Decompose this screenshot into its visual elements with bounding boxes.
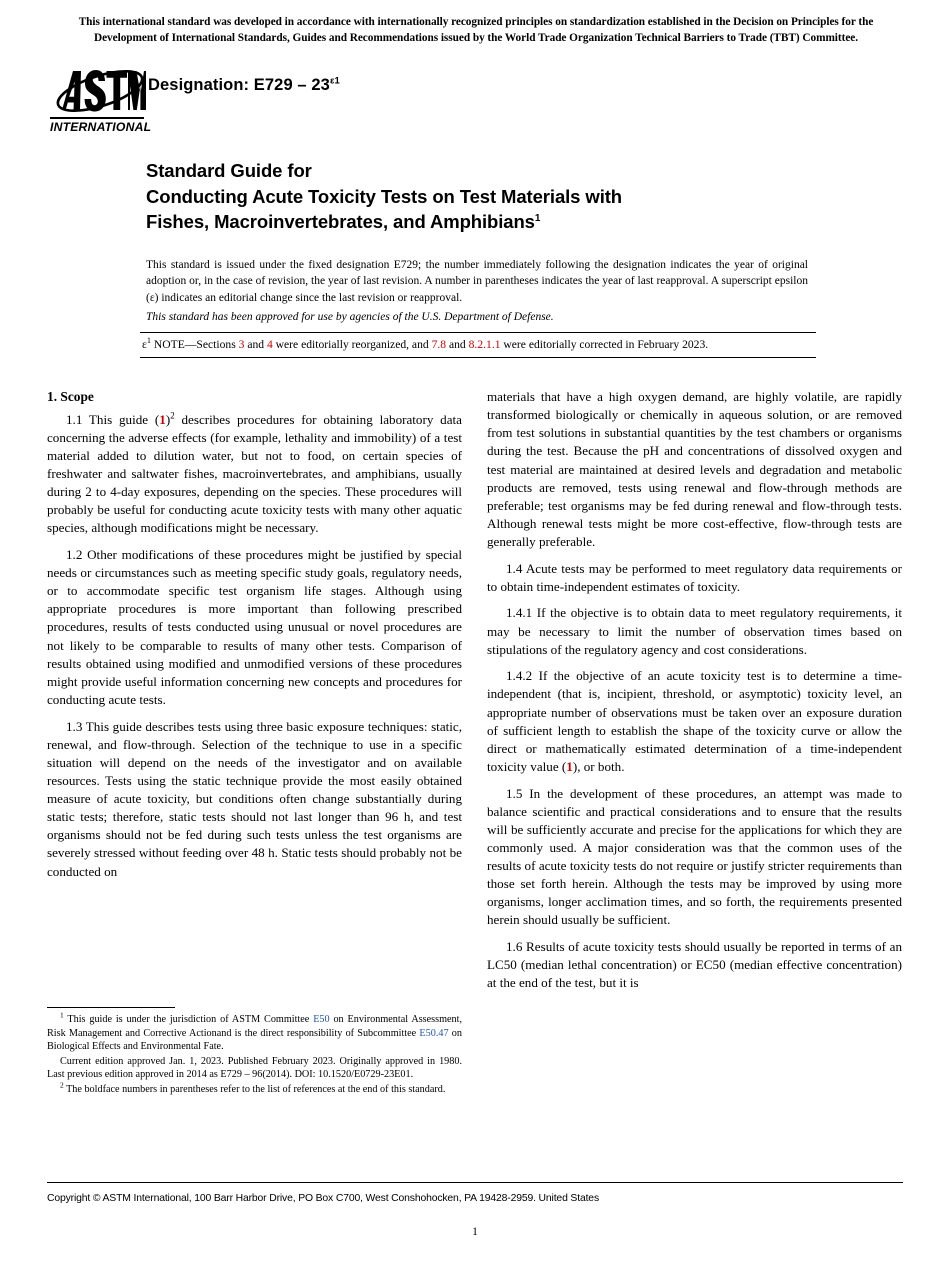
tbt-header-line2: Development of International Standards, Guides and Recommendations issued by the World Trade Organization Technical Barriers to Trade (TBT) Committee.	[93, 32, 859, 45]
epsilon-note-tail: were editorially corrected in February 2023.	[500, 338, 709, 351]
para-1-4-2-part-b: ), or both.	[572, 758, 625, 774]
para-1-4-2-part-a: 1.4.2 If the objective of an acute toxicity test is to determine a time-independent (that is, incipient, threshold, or asymptotic) toxicity level, an appropriate number of observations must be taken over an exposure duration of sufficient length to establish the shape of the toxicity curve or allow the direct or mathematically estimated determination of a time-independent toxicity value (	[487, 668, 902, 774]
footnote-1-marker: 1	[60, 1010, 64, 1020]
title-line-1: Standard Guide for	[146, 160, 312, 181]
epsilon-marker: ε	[142, 338, 147, 351]
astm-logo-mark	[50, 63, 146, 119]
footnote-1-part-c: on Biological Effects and Environmental Fate.	[47, 1027, 462, 1053]
footnote-edition-info: Current edition approved Jan. 1, 2023. Published February 2023. Originally approved in 1980. Last previous edition approved in 2014 as E729 – 96(2014). DOI: 10.1520/E0729-23E01.	[47, 1055, 462, 1081]
epsilon-marker-sup: 1	[146, 336, 152, 346]
footnote-2-marker: 2	[60, 1080, 64, 1090]
paragraph-1-5: 1.5 In the development of these procedures, an attempt was made to balance scientific and practical considerations and to ensure that the results will be sufficiently accurate and precise for the applications for which they are commonly used. A major consideration was that the common uses of the results of acute toxicity tests do not require or justify stricter requirements than those set forth herein. Although the tests may be improved by using more organisms, longer acclimation times, and so forth, the requirements presented herein should usually be sufficient.	[487, 785, 902, 928]
footnote-divider	[47, 1007, 175, 1008]
link-subcommittee-e50-47[interactable]: E50.47	[419, 1027, 449, 1039]
paragraph-1-3-continued: materials that have a high oxygen demand, are highly volatile, are rapidly transformed biologically or chemically in aqueous solution, or are removed from test solutions in substantial quantities by the test chambers or organisms during the test. Because the pH and concentrations of dissolved oxygen and test material are maintained at desired levels and degradation and metabolic products are removed, tests using renewal and flow-through methods are preferable; test organisms may be fed during renewal and flow-through tests. Although renewal tests might be more cost-effective, flow-through tests are generally preferable.	[487, 389, 902, 549]
title-line-3-text: Fishes, Macroinvertebrates, and Amphibians	[146, 211, 535, 233]
footnote-marker-2: 2	[170, 410, 175, 421]
epsilon-note-mid2: were editorially reorganized, and	[272, 338, 432, 351]
epsilon-note-mid3: and	[446, 338, 469, 351]
astm-logo	[50, 63, 152, 134]
section-heading-scope: 1. Scope	[47, 389, 94, 404]
footnotes	[47, 1010, 463, 1096]
xref-section-8-2-1-1[interactable]: 8.2.1.1	[468, 338, 501, 351]
paragraph-1-4-1: 1.4.1 If the objective is to obtain data to meet regulatory requirements, it may be necessary to limit the number of observation times based on stipulations of the regulatory agency and cost considerations.	[487, 605, 902, 657]
dod-approval-note: This standard has been approved for use by agencies of the U.S. Department of Defense.	[146, 311, 554, 323]
column-right	[487, 388, 902, 992]
page-title	[146, 158, 846, 235]
footnote-1-part-a: This guide is under the jurisdiction of ASTM Committee	[63, 1014, 314, 1025]
paragraph-1-3: 1.3 This guide describes tests using three basic exposure techniques: static, renewal, and flow-through. Selection of the technique to use in a specific situation will depend on the needs of the investigator and on available resources. Tests using the static technique provide the most easily obtained measure of acute toxicity, but conditions often change substantially during static tests; therefore, static tests should not last longer than 96 h, and test organisms should not be fed during such tests unless the test organisms are severely stressed without feeding over 48 h. Static tests should probably not be conducted on	[47, 718, 462, 879]
title-line-3	[146, 209, 846, 235]
paragraph-1-6: 1.6 Results of acute toxicity tests should usually be reported in terms of an LC50 (median lethal concentration) or EC50 (median effective concentration) at the end of the test, but it is	[487, 939, 902, 991]
reference-1[interactable]: 1	[159, 411, 166, 427]
paragraph-1-4-2	[487, 667, 902, 776]
title-footnote-marker: 1	[534, 212, 541, 224]
note-rule-top	[140, 332, 816, 333]
paragraph-1-1	[47, 411, 462, 538]
designation-superscript: ε1	[329, 75, 340, 87]
paragraph-1-2: 1.2 Other modifications of these procedures might be justified by special needs or circumstances such as meeting specific study goals, regulatory needs, or to accommodate specific test organism life stages. Although using appropriate procedures is more important than following prescribed procedures, results of tests conducted using unusual or novel procedures are not likely to be comparable to results of many other tests. Comparison of results obtained using modified and unmodified versions of these procedures might provide useful information concerning new concepts and procedures for conducting acute tests.	[47, 546, 462, 707]
footnote-1-part-b: on Environmental Assessment, Risk Management and Corrective Actionand is the direct responsibility of Subcommittee	[47, 1014, 463, 1039]
tbt-header-line1: This international standard was developed in accordance with internationally recognized principles on standardization established in the Decision on Principles for the	[78, 16, 874, 28]
astm-monogram-icon	[50, 63, 146, 119]
para-1-1-part-c: describes procedures for obtaining laboratory data concerning the adverse effects (for example, lethality and immobility) of a test material added to dilution water, but not to food, on certain species of freshwater and saltwater fishes, macroinvertebrates, and amphibians, usually during 2 to 4-day exposures, depending on the species. These procedures will probably be useful for conducting acute toxicity tests with many other aquatic species, although modifications might be necessary.	[47, 411, 462, 536]
copyright-notice: Copyright © ASTM International, 100 Barr Harbor Drive, PO Box C700, West Conshohocken, PA 19428-2959. United States	[47, 1193, 599, 1204]
footer-divider	[47, 1182, 903, 1183]
xref-section-7-8[interactable]: 7.8	[431, 338, 447, 351]
para-1-1-part-b: )	[165, 411, 171, 427]
title-line-2: Conducting Acute Toxicity Tests on Test Materials with	[146, 185, 622, 207]
paragraph-1-4: 1.4 Acute tests may be performed to meet regulatory data requirements or to obtain time-independent estimates of toxicity.	[487, 560, 902, 594]
page-number: 1	[472, 1226, 478, 1238]
preamble-text: This standard is issued under the fixed designation E729; the number immediately following the designation indicates the year of original adoption or, in the case of revision, the year of last revision. A number in parentheses indicates the year of last reapproval. A superscript epsilon (ε) indicates an editorial change since the last revision or reapproval.	[146, 259, 808, 304]
xref-section-4[interactable]: 4	[266, 338, 273, 351]
epsilon-note	[142, 337, 818, 352]
note-rule-bottom	[140, 357, 816, 358]
column-left	[47, 388, 462, 881]
link-committee-e50[interactable]: E50	[313, 1014, 330, 1025]
footnote-2	[47, 1080, 462, 1097]
epsilon-note-mid1: and	[244, 338, 267, 351]
xref-section-3[interactable]: 3	[238, 338, 245, 351]
footnote-2-text: The boldface numbers in parentheses refer to the list of references at the end of this standard.	[63, 1083, 446, 1095]
reference-1-b[interactable]: 1	[566, 758, 573, 774]
astm-logo-wordmark: INTERNATIONAL	[50, 120, 152, 134]
designation	[148, 76, 340, 95]
footnote-1	[47, 1010, 463, 1054]
designation-text: Designation: E729 – 23	[148, 76, 330, 94]
epsilon-note-label: NOTE—Sections	[151, 338, 239, 351]
tbt-header	[48, 14, 904, 47]
para-1-1-part-a: 1.1 This guide (	[66, 411, 160, 427]
